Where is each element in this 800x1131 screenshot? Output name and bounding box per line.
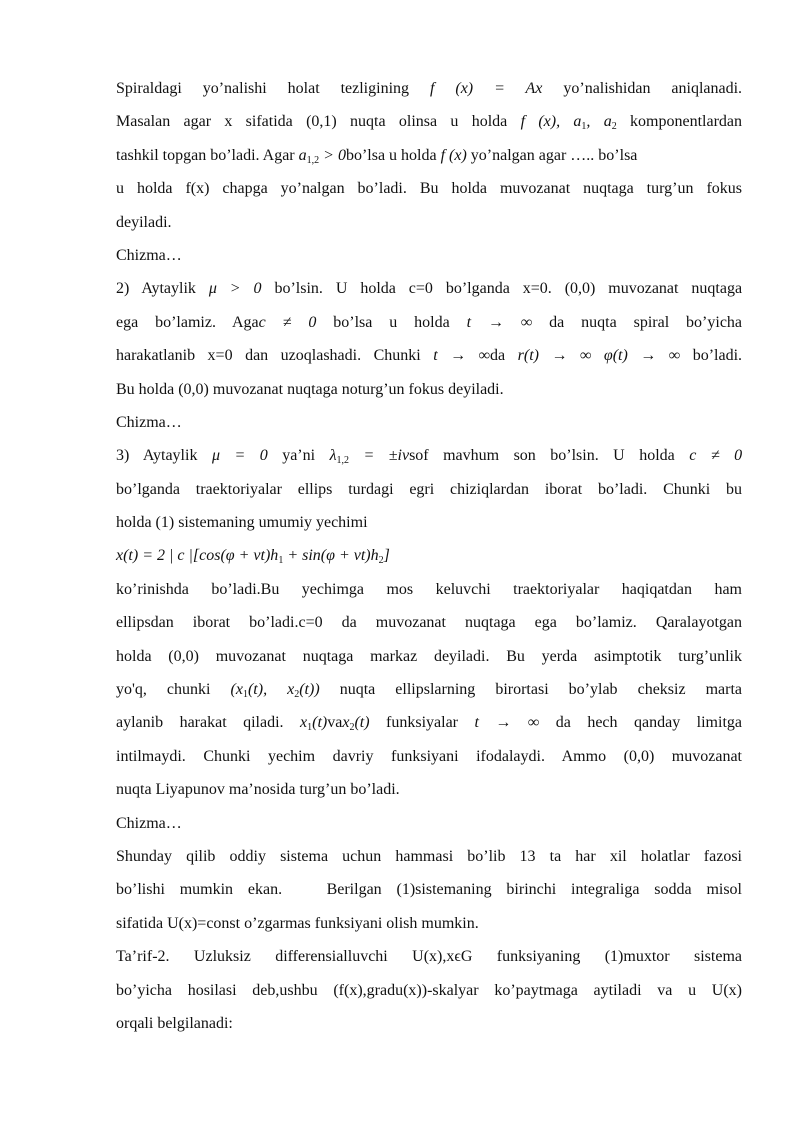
text-line: sifatida U(x)=const o’zgarmas funksiyani olish mumkin. [116,914,479,932]
text-line: ellipsdan iborat bo’ladi.c=0 da muvozanat nuqtaga ega bo’lamiz. Qaralayotgan [116,614,742,632]
text-line: orqali belgilanadi: [116,1014,233,1032]
text: funksiyalar [386,714,459,732]
text-line: bo’yicha hosilasi deb,ushbu (f(x),gradu(x))-skalyar ko’paytmaga aytiladi va u U(x) [116,981,742,999]
formula: t → ∞ [474,714,540,732]
text-line [116,673,742,706]
formula: c ≠ 0 [689,447,742,465]
text-line [116,306,742,339]
text-line [116,105,742,138]
text: bo’ladi. [692,347,742,365]
text: ya’ni [282,447,316,465]
text-line: intilmaydi. Chunki yechim davriy funksiyani ifodalaydi. Ammo (0,0) muvozanat [116,747,742,765]
text-line: Bu holda (0,0) muvozanat nuqtaga noturg’un fokus deyiladi. [116,380,504,398]
text-line [116,439,742,472]
text-line: Chizma… [116,814,182,832]
text: tashkil topgan bo’ladi. Agar [116,146,295,164]
text-line: nuqta Liyapunov ma’nosida turg’un bo’ladi. [116,781,400,799]
text-line: Chizma… [116,246,182,264]
text-line: holda (0,0) muvozanat nuqtaga markaz deyiladi. Bu yerda asimptotik turg’unlik [116,647,742,665]
text: bo’lsa u holda [333,313,450,331]
formula: $x_1(t)vax_2(t)$ [300,714,370,734]
text: aylanib harakat qiladi. [116,714,284,732]
formula-line [116,539,742,572]
text: Spiraldagi yo’nalishi holat tezligining [116,80,410,97]
formula: μ > 0 [208,280,262,298]
text-line [116,139,742,172]
formula: c ≠ 0 [258,313,317,331]
formula: f (x) [440,146,467,164]
formula: f (x), $a_1$, $a_2$ [520,113,617,133]
text-line: holda (1) sistemaning umumiy yechimi [116,514,368,532]
text: da nuqta spiral bo’yicha [549,313,742,331]
text: yo’nalishidan aniqlanadi. [563,80,742,97]
formula: f (x) = Ax [429,80,543,97]
formula: r(t) → ∞ φ(t) → ∞ [517,347,681,365]
text: yo’nalgan agar ….. bo’lsa [470,146,638,164]
text-line [116,339,742,372]
document-page [116,72,742,1040]
text: nuqta ellipslarning birortasi bo’ylab cheksiz marta [339,681,742,699]
text: bo’lsin. U holda c=0 bo’lganda x=0. (0,0) muvozanat nuqtaga [274,280,742,298]
text: yo'q, chunki [116,681,211,699]
text-line [116,706,742,739]
text-line: Shunday qilib oddiy sistema uchun hammasi bo’lib 13 ta har xil holatlar fazosi [116,847,742,865]
text: 3) Aytaylik [116,447,198,465]
formula: $\lambda_{1,2} = \pm i\nu$ [329,447,410,467]
text-line: bo’lganda traektoriyalar ellips turdagi egri chiziqlardan iborat bo’ladi. Chunki bu [116,480,742,498]
text-line: u holda f(x) chapga yo’nalgan bo’ladi. Bu holda muvozanat nuqtaga turg’un fokus [116,180,742,198]
text-line [116,272,742,305]
text-line: bo’lishi mumkin ekan. Berilgan (1)sistemaning birinchi integraliga sodda misol [116,881,742,899]
text: 2) Aytaylik [116,280,196,298]
formula: t → ∞ [433,347,491,365]
formula: ($x_1(t)$, $x_2(t)$) [230,681,320,701]
text-line: Chizma… [116,413,182,431]
text-line [116,72,742,105]
formula: μ = 0 [211,447,268,465]
text: komponentlardan [630,113,742,131]
formula: t → ∞ [466,313,533,331]
text-line: deyiladi. [116,213,172,231]
text: Masalan agar x sifatida (0,1) nuqta olinsa u holda [116,113,508,131]
formula: $a_{1,2} > 0$ [298,146,346,166]
formula: x(t) = 2 | c $|[\cos(\varphi + \nu t)h_1 + \sin(\varphi + \nu t)h_2]$ [116,547,390,567]
text: harakatlanib x=0 dan uzoqlashadi. Chunki [116,347,421,365]
text: sof mavhum son bo’lsin. U holda [409,447,675,465]
text: da hech qanday limitga [555,714,742,732]
text-line: ko’rinishda bo’ladi.Bu yechimga mos keluvchi traektoriyalar haqiqatdan ham [116,580,742,598]
text-line: Ta’rif-2. Uzluksiz differensialluvchi U(x),xϵG funksiyaning (1)muxtor sistema [116,948,742,966]
text: ega bo’lamiz. Aga [116,313,259,331]
text: bo’lsa u holda [345,146,437,164]
text: da [490,347,506,365]
